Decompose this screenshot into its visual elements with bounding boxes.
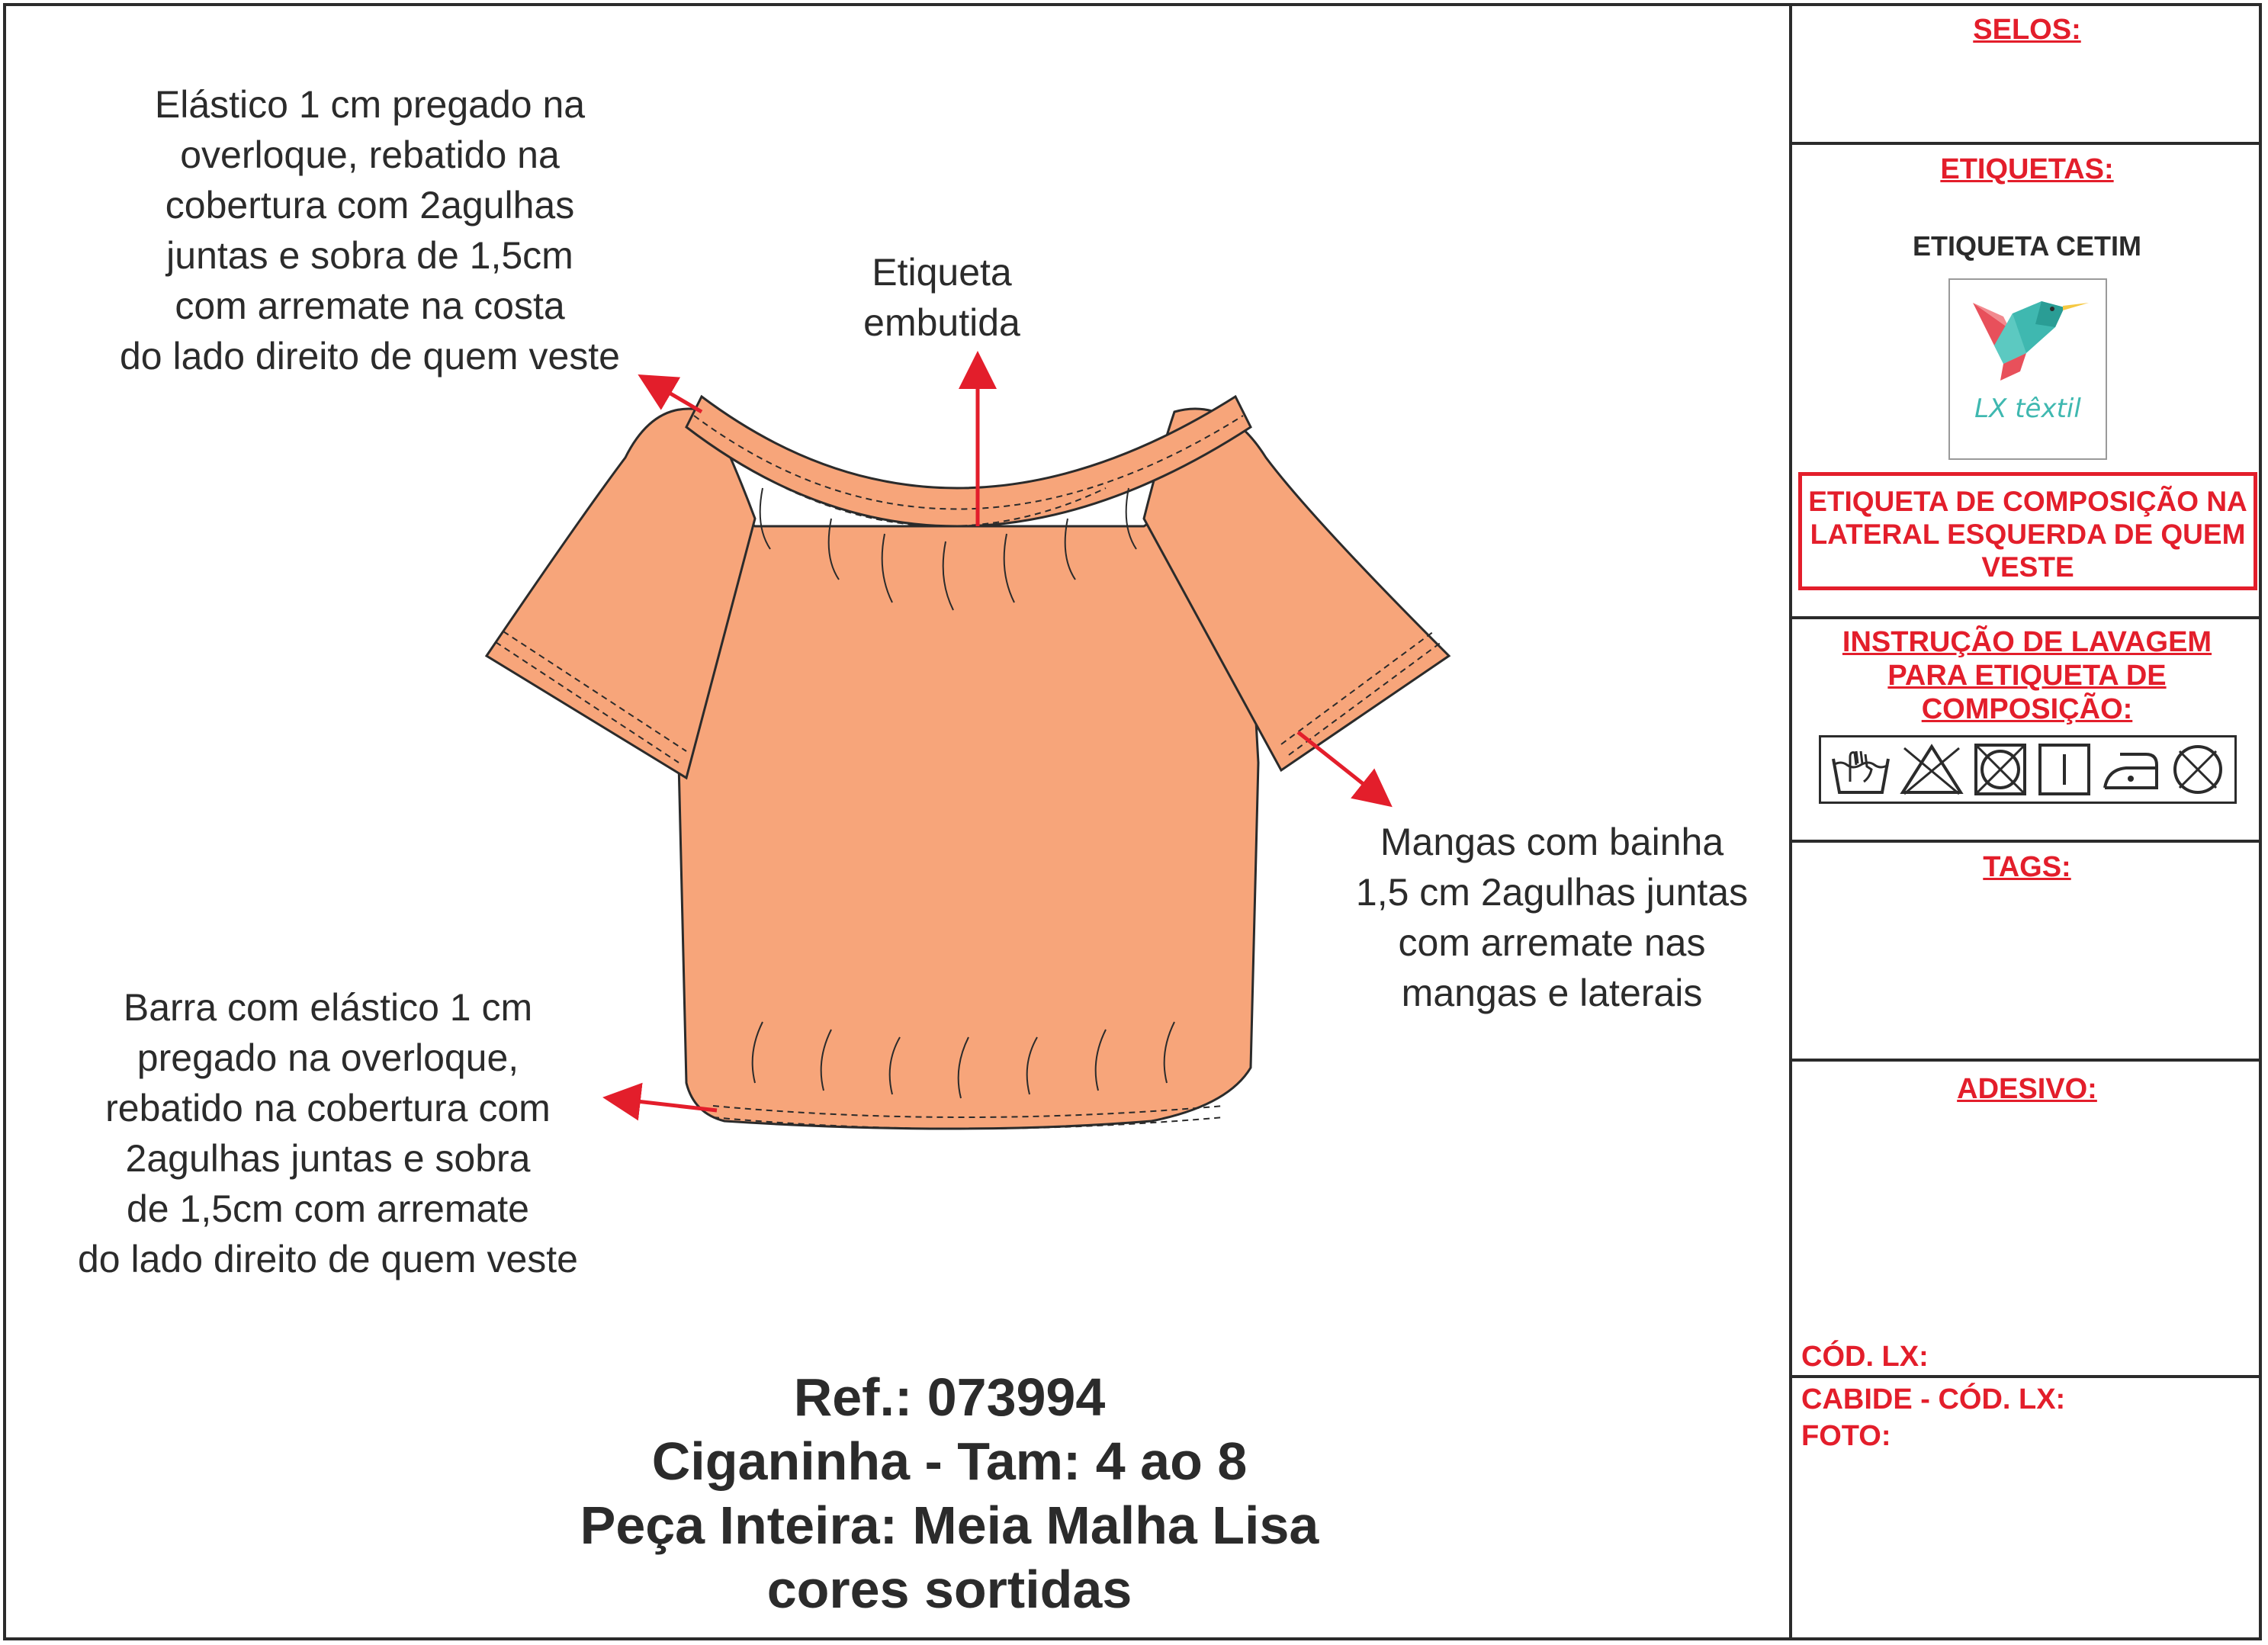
neck-arrow <box>644 378 702 412</box>
hummingbird-logo-icon <box>1950 280 2106 458</box>
etiquetas-title: ETIQUETAS: <box>1940 153 2114 185</box>
adesivo-title: ADESIVO: <box>1957 1073 2097 1105</box>
product-reference <box>381 1365 1518 1621</box>
section-divider <box>1792 840 2262 843</box>
wash-symbols <box>1819 735 2237 804</box>
no-tumble-dry-icon <box>1973 742 2028 797</box>
note-line: embutida <box>863 301 1020 344</box>
note-line: com arremate nas <box>1398 921 1706 964</box>
note-line: Mangas com bainha <box>1380 821 1724 863</box>
lavagem-title-line: COMPOSIÇÃO: <box>1921 693 2133 725</box>
no-bleach-icon <box>1900 742 1964 797</box>
etiqueta-cetim-label: ETIQUETA CETIM <box>1913 230 2141 262</box>
no-dry-clean-icon <box>2170 742 2225 797</box>
hand-wash-icon <box>1830 742 1891 797</box>
note-line: do lado direito de quem veste <box>120 335 620 378</box>
foto-label: FOTO: <box>1801 1420 1891 1452</box>
note-line: de 1,5cm com arremate <box>127 1187 529 1230</box>
section-divider <box>1792 1059 2262 1062</box>
composition-note-box <box>1798 472 2257 590</box>
note-line: Barra com elástico 1 cm <box>123 986 533 1029</box>
product-ref: Ref.: 073994 <box>793 1367 1106 1427</box>
note-line: Etiqueta <box>872 251 1012 294</box>
note-line: com arremate na costa <box>175 284 565 327</box>
note-line: 1,5 cm 2agulhas juntas <box>1355 871 1749 914</box>
composition-note-line: VESTE <box>1981 551 2074 583</box>
note-line: juntas e sobra de 1,5cm <box>166 234 573 277</box>
product-colors: cores sortidas <box>766 1560 1132 1619</box>
note-line: Elástico 1 cm pregado na <box>154 83 586 126</box>
blouse-body <box>487 397 1449 1129</box>
lavagem-title-line: INSTRUÇÃO DE LAVAGEM <box>1842 626 2212 658</box>
lx-textil-logo <box>1948 278 2107 460</box>
section-divider <box>1792 616 2262 619</box>
product-name: Ciganinha - Tam: 4 ao 8 <box>651 1431 1248 1491</box>
note-line: mangas e laterais <box>1401 972 1703 1014</box>
composition-note-line: ETIQUETA DE COMPOSIÇÃO NA <box>1808 486 2247 517</box>
note-line: cobertura com 2agulhas <box>165 184 575 227</box>
cod-lx-label: CÓD. LX: <box>1801 1341 1929 1373</box>
logo-text: LX têxtil <box>1974 394 2081 424</box>
note-line: overloque, rebatido na <box>180 133 560 176</box>
lavagem-title <box>1792 625 2262 726</box>
note-line: pregado na overloque, <box>137 1036 519 1079</box>
section-divider <box>1792 142 2262 145</box>
note-line: 2agulhas juntas e sobra <box>125 1137 531 1180</box>
iron-low-icon <box>2100 742 2161 797</box>
product-material: Peça Inteira: Meia Malha Lisa <box>580 1496 1319 1555</box>
sleeve-arrow <box>1298 732 1386 802</box>
tags-title: TAGS: <box>1983 851 2071 883</box>
selos-title: SELOS: <box>1973 14 2081 46</box>
line-dry-icon <box>2037 742 2092 797</box>
note-line: do lado direito de quem veste <box>78 1238 578 1280</box>
section-divider <box>1792 1375 2262 1378</box>
note-line: rebatido na cobertura com <box>105 1087 551 1129</box>
composition-note-line: LATERAL ESQUERDA DE QUEM <box>1810 519 2246 550</box>
cabide-cod-lx-label: CABIDE - CÓD. LX: <box>1801 1383 2066 1415</box>
lavagem-title-line: PARA ETIQUETA DE <box>1887 660 2167 692</box>
